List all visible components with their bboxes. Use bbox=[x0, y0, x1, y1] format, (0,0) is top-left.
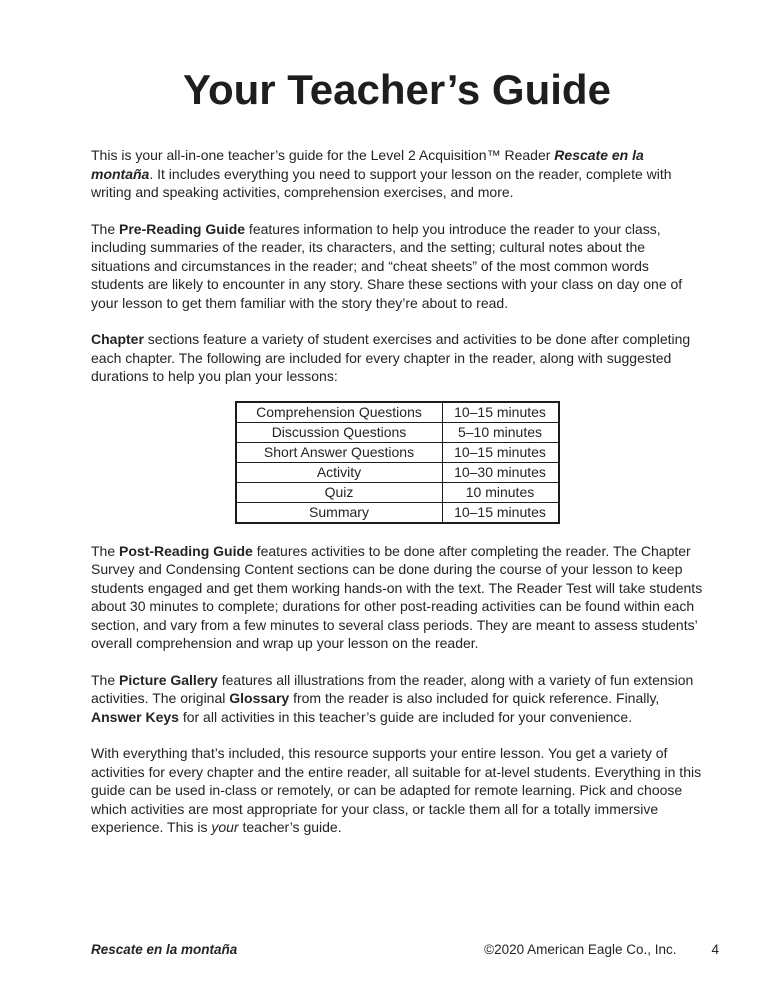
duration-cell: 10 minutes bbox=[442, 482, 559, 502]
table-row bbox=[236, 502, 559, 523]
chapter-durations-table bbox=[235, 401, 560, 524]
picture-gallery-paragraph bbox=[91, 671, 703, 727]
text-segment: features all illustrations from the reader, along with a variety of fun extension activities. The original bbox=[91, 671, 694, 706]
duration-cell: 5–10 minutes bbox=[442, 422, 559, 442]
duration-cell: 10–15 minutes bbox=[442, 442, 559, 462]
table-row bbox=[236, 422, 559, 442]
text-segment: Picture Gallery bbox=[119, 671, 218, 688]
text-segment: The bbox=[91, 542, 120, 559]
text-segment: . It includes everything you need to support your lesson on the reader, complete with writing and speaking activities, comprehension exercises, and more. bbox=[91, 165, 672, 200]
table-row bbox=[236, 482, 559, 502]
text-segment: Pre-Reading Guide bbox=[119, 220, 246, 237]
duration-cell: 10–15 minutes bbox=[442, 402, 559, 423]
footer-book-title: Rescate en la montaña bbox=[91, 942, 238, 957]
text-segment: from the reader is also included for quick reference. Finally, bbox=[289, 690, 660, 706]
activity-cell: Discussion Questions bbox=[236, 422, 443, 442]
duration-cell: 10–15 minutes bbox=[442, 502, 559, 523]
activity-cell: Quiz bbox=[236, 482, 443, 502]
text-segment: The bbox=[91, 671, 120, 688]
footer-copyright: ©2020 American Eagle Co., Inc. bbox=[484, 942, 677, 957]
text-segment: for all activities in this teacher’s guide are included for your convenience. bbox=[178, 708, 633, 725]
text-segment: features activities to be done after completing the reader. The Chapter Survey and Condensing Content sections can be done during the course of your lesson to keep students engaged and get them working hands-on with the text. The Reader Test will take students about 30 minutes to complete; durations for other post-reading activities can be found within each section, and vary from a few minutes to several class periods. They are meant to assess students’ overall comprehension and wrap up your lesson on the reader. bbox=[91, 542, 703, 651]
text-segment: Rescate en la montaña bbox=[91, 147, 644, 182]
chapter-durations-table-body bbox=[236, 402, 559, 523]
text-segment: Glossary bbox=[229, 690, 290, 706]
page-footer bbox=[91, 941, 719, 958]
duration-cell: 10–30 minutes bbox=[442, 462, 559, 482]
text-segment: With everything that’s included, this resource supports your entire lesson. You get a variety of activities for every chapter and the entire reader, all suitable for at-level students. Everything in this guide can be used in-class or remotely, or can be adapted for remote learning. Pick and choose which activities are most appropriate for your class, or tackle them all for a totally immersive experience. This is bbox=[91, 745, 702, 835]
text-segment: Chapter bbox=[91, 331, 144, 347]
pre-reading-guide-paragraph bbox=[91, 220, 703, 313]
text-segment: sections feature a variety of student exercises and activities to be done after completing each chapter. The following are included for every chapter in the reader, along with suggested durations to help you plan your lessons: bbox=[91, 331, 691, 384]
text-segment: Answer Keys bbox=[91, 708, 179, 725]
text-segment: Post-Reading Guide bbox=[119, 542, 253, 559]
table-row bbox=[236, 402, 559, 423]
text-segment: your bbox=[211, 819, 239, 835]
closing-paragraph bbox=[91, 744, 703, 837]
activity-cell: Activity bbox=[236, 462, 443, 482]
footer-page-number: 4 bbox=[711, 942, 719, 957]
activity-cell: Comprehension Questions bbox=[236, 402, 443, 423]
text-segment: This is your all-in-one teacher’s guide for the Level 2 Acquisition™ Reader bbox=[91, 147, 555, 163]
page-content bbox=[91, 0, 703, 837]
post-reading-guide-paragraph bbox=[91, 542, 703, 653]
activity-cell: Summary bbox=[236, 502, 443, 523]
table-row bbox=[236, 442, 559, 462]
activity-cell: Short Answer Questions bbox=[236, 442, 443, 462]
text-segment: features information to help you introduce the reader to your class, including summaries of the reader, its characters, and the setting; cultural notes about the situations and circumstances in the reader; and “cheat sheets” of the most common words students are likely to encounter in any story. Share these sections with your class on day one of your lesson to get them familiar with the story they’re about to read. bbox=[91, 220, 683, 311]
text-segment: teacher’s guide. bbox=[238, 819, 342, 835]
table-row bbox=[236, 462, 559, 482]
intro-paragraph bbox=[91, 146, 703, 202]
text-segment: The bbox=[91, 220, 120, 237]
page-title: Your Teacher’s Guide bbox=[183, 66, 611, 113]
chapter-sections-paragraph bbox=[91, 330, 703, 386]
